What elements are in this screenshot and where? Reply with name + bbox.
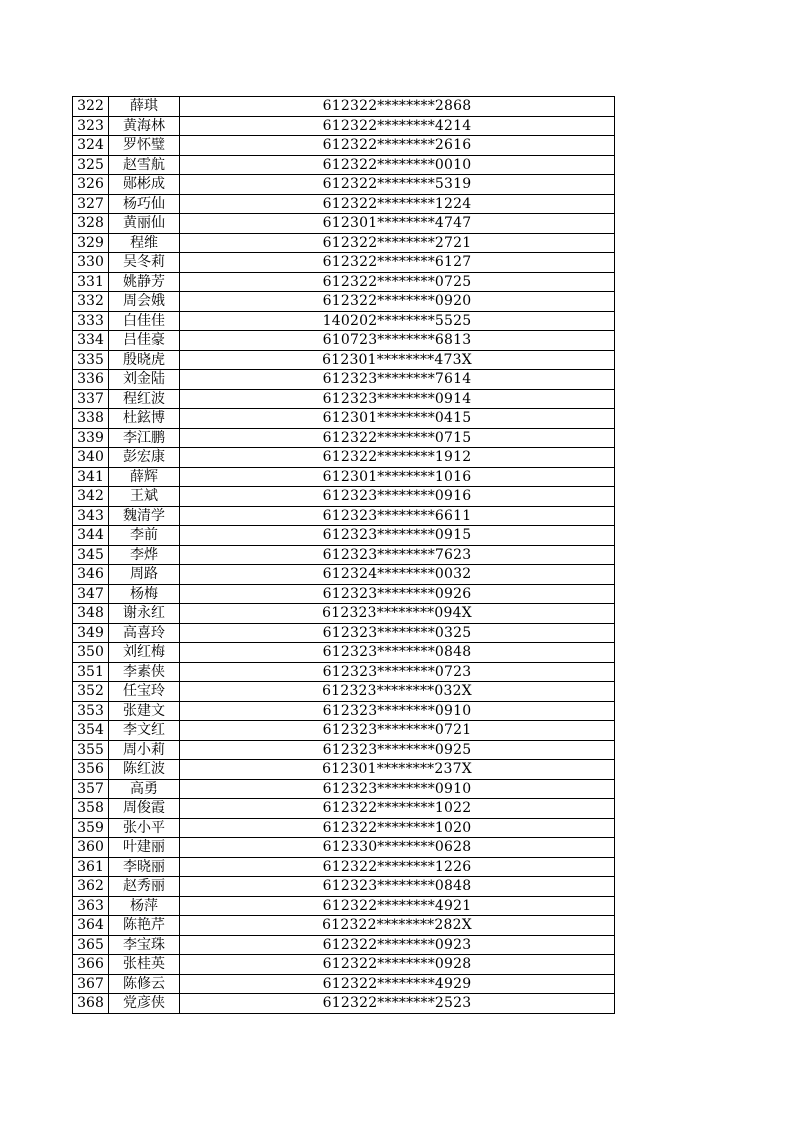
name-cell: 高勇 bbox=[109, 779, 180, 799]
row-number-cell: 368 bbox=[73, 994, 109, 1014]
table-row bbox=[73, 233, 615, 253]
name-cell: 杜鉉博 bbox=[109, 409, 180, 429]
table-row bbox=[73, 818, 615, 838]
table-row bbox=[73, 916, 615, 936]
table-row bbox=[73, 584, 615, 604]
table-row bbox=[73, 701, 615, 721]
name-cell: 薛辉 bbox=[109, 467, 180, 487]
table-row bbox=[73, 389, 615, 409]
id-number-cell: 612322********0725 bbox=[180, 272, 615, 292]
id-number-cell: 612323********0325 bbox=[180, 623, 615, 643]
table-row bbox=[73, 428, 615, 448]
row-number-cell: 322 bbox=[73, 97, 109, 117]
name-cell: 赵雪航 bbox=[109, 155, 180, 175]
table-row bbox=[73, 994, 615, 1014]
row-number-cell: 334 bbox=[73, 331, 109, 351]
name-cell: 杨萍 bbox=[109, 896, 180, 916]
table-row bbox=[73, 214, 615, 234]
row-number-cell: 326 bbox=[73, 175, 109, 195]
name-cell: 程维 bbox=[109, 233, 180, 253]
id-number-cell: 612322********4929 bbox=[180, 974, 615, 994]
name-cell: 吴冬莉 bbox=[109, 253, 180, 273]
row-number-cell: 341 bbox=[73, 467, 109, 487]
table-row bbox=[73, 896, 615, 916]
id-number-cell: 612323********0910 bbox=[180, 779, 615, 799]
row-number-cell: 330 bbox=[73, 253, 109, 273]
id-number-cell: 612301********237X bbox=[180, 760, 615, 780]
table-row bbox=[73, 838, 615, 858]
id-number-cell: 612323********7623 bbox=[180, 545, 615, 565]
id-number-cell: 612323********032X bbox=[180, 682, 615, 702]
table-row bbox=[73, 604, 615, 624]
table-row bbox=[73, 877, 615, 897]
row-number-cell: 338 bbox=[73, 409, 109, 429]
row-number-cell: 367 bbox=[73, 974, 109, 994]
id-number-cell: 612322********0920 bbox=[180, 292, 615, 312]
table-row bbox=[73, 799, 615, 819]
name-cell: 郧彬成 bbox=[109, 175, 180, 195]
name-cell: 李素侠 bbox=[109, 662, 180, 682]
id-number-cell: 612322********1226 bbox=[180, 857, 615, 877]
name-cell: 陈修云 bbox=[109, 974, 180, 994]
id-number-cell: 612323********0925 bbox=[180, 740, 615, 760]
table-row bbox=[73, 506, 615, 526]
name-cell: 周会娥 bbox=[109, 292, 180, 312]
table-row bbox=[73, 175, 615, 195]
row-number-cell: 346 bbox=[73, 565, 109, 585]
name-cell: 白佳佳 bbox=[109, 311, 180, 331]
id-number-cell: 612322********0928 bbox=[180, 955, 615, 975]
id-number-cell: 612322********2868 bbox=[180, 97, 615, 117]
table-row bbox=[73, 955, 615, 975]
id-number-cell: 612324********0032 bbox=[180, 565, 615, 585]
name-cell: 李烨 bbox=[109, 545, 180, 565]
id-number-cell: 612323********094X bbox=[180, 604, 615, 624]
row-number-cell: 344 bbox=[73, 526, 109, 546]
name-cell: 周小莉 bbox=[109, 740, 180, 760]
row-number-cell: 348 bbox=[73, 604, 109, 624]
table-row bbox=[73, 526, 615, 546]
id-number-cell: 612322********1224 bbox=[180, 194, 615, 214]
id-number-cell: 612323********0914 bbox=[180, 389, 615, 409]
table-row bbox=[73, 253, 615, 273]
name-cell: 高喜玲 bbox=[109, 623, 180, 643]
name-cell: 李前 bbox=[109, 526, 180, 546]
table-row bbox=[73, 779, 615, 799]
name-cell: 杨巧仙 bbox=[109, 194, 180, 214]
row-number-cell: 336 bbox=[73, 370, 109, 390]
name-cell: 殷晓虎 bbox=[109, 350, 180, 370]
table-row bbox=[73, 292, 615, 312]
name-cell: 周路 bbox=[109, 565, 180, 585]
table-row bbox=[73, 857, 615, 877]
row-number-cell: 359 bbox=[73, 818, 109, 838]
id-number-cell: 612323********0848 bbox=[180, 877, 615, 897]
table-row bbox=[73, 409, 615, 429]
row-number-cell: 337 bbox=[73, 389, 109, 409]
table-row bbox=[73, 721, 615, 741]
id-number-cell: 612301********473X bbox=[180, 350, 615, 370]
id-number-cell: 612322********2616 bbox=[180, 136, 615, 156]
row-number-cell: 357 bbox=[73, 779, 109, 799]
name-cell: 刘红梅 bbox=[109, 643, 180, 663]
name-cell: 程红波 bbox=[109, 389, 180, 409]
name-cell: 李江鹏 bbox=[109, 428, 180, 448]
id-number-cell: 612322********1022 bbox=[180, 799, 615, 819]
name-cell: 姚静芳 bbox=[109, 272, 180, 292]
name-cell: 陈红波 bbox=[109, 760, 180, 780]
id-number-cell: 612322********1020 bbox=[180, 818, 615, 838]
id-number-cell: 612323********0723 bbox=[180, 662, 615, 682]
table-row bbox=[73, 311, 615, 331]
row-number-cell: 355 bbox=[73, 740, 109, 760]
table-row bbox=[73, 565, 615, 585]
table-row bbox=[73, 350, 615, 370]
id-number-cell: 612323********0721 bbox=[180, 721, 615, 741]
id-number-cell: 612301********0415 bbox=[180, 409, 615, 429]
id-number-cell: 612322********282X bbox=[180, 916, 615, 936]
row-number-cell: 340 bbox=[73, 448, 109, 468]
name-cell: 周俊霞 bbox=[109, 799, 180, 819]
row-number-cell: 339 bbox=[73, 428, 109, 448]
name-cell: 谢永红 bbox=[109, 604, 180, 624]
row-number-cell: 352 bbox=[73, 682, 109, 702]
table-row bbox=[73, 331, 615, 351]
id-number-cell: 612323********7614 bbox=[180, 370, 615, 390]
name-cell: 李晓丽 bbox=[109, 857, 180, 877]
row-number-cell: 361 bbox=[73, 857, 109, 877]
id-number-cell: 612322********4921 bbox=[180, 896, 615, 916]
row-number-cell: 333 bbox=[73, 311, 109, 331]
id-number-cell: 612323********0910 bbox=[180, 701, 615, 721]
id-number-cell: 612323********6611 bbox=[180, 506, 615, 526]
table-row bbox=[73, 662, 615, 682]
id-number-cell: 612301********1016 bbox=[180, 467, 615, 487]
table-row bbox=[73, 643, 615, 663]
table-row bbox=[73, 97, 615, 117]
row-number-cell: 349 bbox=[73, 623, 109, 643]
id-number-cell: 612322********2721 bbox=[180, 233, 615, 253]
row-number-cell: 358 bbox=[73, 799, 109, 819]
name-cell: 黄海林 bbox=[109, 116, 180, 136]
table-row bbox=[73, 136, 615, 156]
table-row bbox=[73, 116, 615, 136]
row-number-cell: 347 bbox=[73, 584, 109, 604]
table-row bbox=[73, 760, 615, 780]
table-row bbox=[73, 155, 615, 175]
row-number-cell: 343 bbox=[73, 506, 109, 526]
row-number-cell: 356 bbox=[73, 760, 109, 780]
roster-table bbox=[72, 96, 615, 1014]
name-cell: 薛琪 bbox=[109, 97, 180, 117]
id-number-cell: 612322********4214 bbox=[180, 116, 615, 136]
row-number-cell: 342 bbox=[73, 487, 109, 507]
id-number-cell: 612322********5319 bbox=[180, 175, 615, 195]
table-row bbox=[73, 545, 615, 565]
name-cell: 黄丽仙 bbox=[109, 214, 180, 234]
id-number-cell: 612323********0916 bbox=[180, 487, 615, 507]
row-number-cell: 324 bbox=[73, 136, 109, 156]
row-number-cell: 351 bbox=[73, 662, 109, 682]
name-cell: 吕佳豪 bbox=[109, 331, 180, 351]
row-number-cell: 325 bbox=[73, 155, 109, 175]
roster-table-body bbox=[73, 97, 615, 1014]
name-cell: 党彦侠 bbox=[109, 994, 180, 1014]
table-row bbox=[73, 974, 615, 994]
id-number-cell: 612322********6127 bbox=[180, 253, 615, 273]
row-number-cell: 350 bbox=[73, 643, 109, 663]
name-cell: 魏清学 bbox=[109, 506, 180, 526]
row-number-cell: 332 bbox=[73, 292, 109, 312]
id-number-cell: 612322********2523 bbox=[180, 994, 615, 1014]
row-number-cell: 335 bbox=[73, 350, 109, 370]
table-row bbox=[73, 623, 615, 643]
id-number-cell: 612323********0848 bbox=[180, 643, 615, 663]
table-row bbox=[73, 370, 615, 390]
table-row bbox=[73, 272, 615, 292]
name-cell: 张建文 bbox=[109, 701, 180, 721]
name-cell: 张小平 bbox=[109, 818, 180, 838]
table-row bbox=[73, 740, 615, 760]
row-number-cell: 328 bbox=[73, 214, 109, 234]
id-number-cell: 612322********0923 bbox=[180, 935, 615, 955]
row-number-cell: 365 bbox=[73, 935, 109, 955]
id-number-cell: 612323********0926 bbox=[180, 584, 615, 604]
id-number-cell: 140202********5525 bbox=[180, 311, 615, 331]
id-number-cell: 612301********4747 bbox=[180, 214, 615, 234]
name-cell: 叶建丽 bbox=[109, 838, 180, 858]
row-number-cell: 327 bbox=[73, 194, 109, 214]
id-number-cell: 612322********0010 bbox=[180, 155, 615, 175]
table-row bbox=[73, 194, 615, 214]
row-number-cell: 363 bbox=[73, 896, 109, 916]
row-number-cell: 362 bbox=[73, 877, 109, 897]
name-cell: 杨梅 bbox=[109, 584, 180, 604]
name-cell: 陈艳芹 bbox=[109, 916, 180, 936]
table-row bbox=[73, 682, 615, 702]
id-number-cell: 612322********1912 bbox=[180, 448, 615, 468]
id-number-cell: 612323********0915 bbox=[180, 526, 615, 546]
row-number-cell: 345 bbox=[73, 545, 109, 565]
name-cell: 赵秀丽 bbox=[109, 877, 180, 897]
name-cell: 张桂英 bbox=[109, 955, 180, 975]
row-number-cell: 360 bbox=[73, 838, 109, 858]
table-row bbox=[73, 448, 615, 468]
table-row bbox=[73, 467, 615, 487]
row-number-cell: 354 bbox=[73, 721, 109, 741]
row-number-cell: 364 bbox=[73, 916, 109, 936]
table-row bbox=[73, 487, 615, 507]
name-cell: 彭宏康 bbox=[109, 448, 180, 468]
id-number-cell: 612322********0715 bbox=[180, 428, 615, 448]
name-cell: 王斌 bbox=[109, 487, 180, 507]
name-cell: 任宝玲 bbox=[109, 682, 180, 702]
name-cell: 罗怀璧 bbox=[109, 136, 180, 156]
row-number-cell: 353 bbox=[73, 701, 109, 721]
table-row bbox=[73, 935, 615, 955]
name-cell: 李文红 bbox=[109, 721, 180, 741]
id-number-cell: 612330********0628 bbox=[180, 838, 615, 858]
id-number-cell: 610723********6813 bbox=[180, 331, 615, 351]
name-cell: 刘金陆 bbox=[109, 370, 180, 390]
row-number-cell: 366 bbox=[73, 955, 109, 975]
name-cell: 李宝珠 bbox=[109, 935, 180, 955]
row-number-cell: 323 bbox=[73, 116, 109, 136]
row-number-cell: 329 bbox=[73, 233, 109, 253]
row-number-cell: 331 bbox=[73, 272, 109, 292]
